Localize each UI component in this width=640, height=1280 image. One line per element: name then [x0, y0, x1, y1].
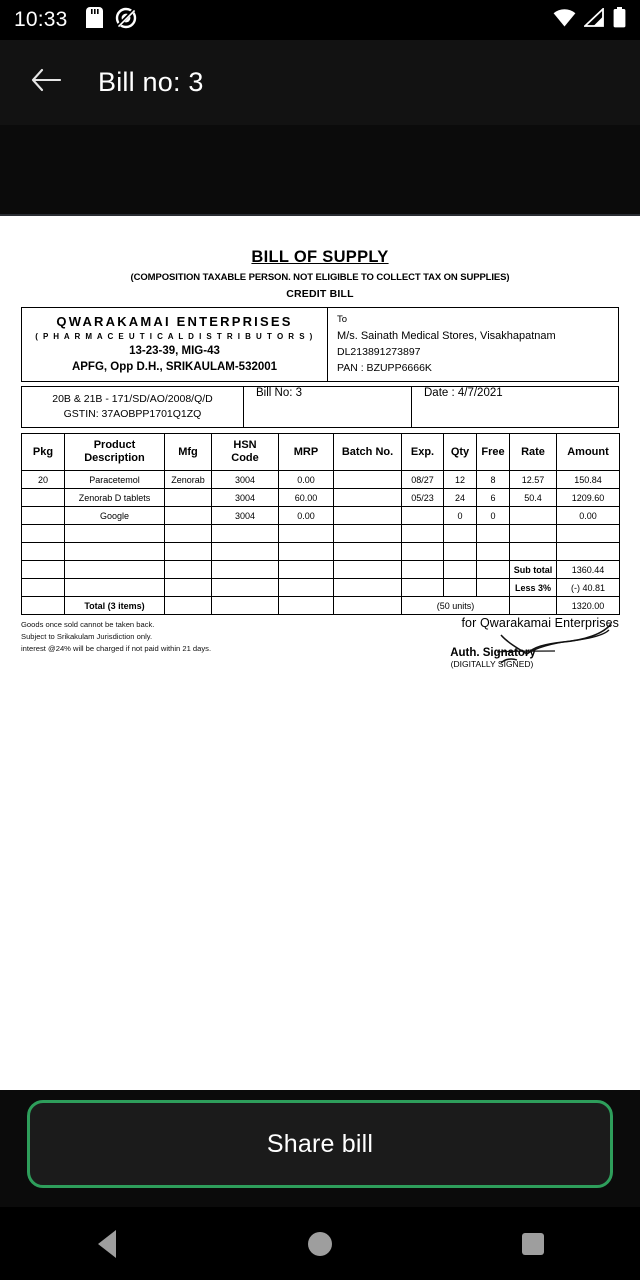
- cell-mfg: [165, 597, 212, 615]
- col-pkg: Pkg: [22, 434, 65, 471]
- col-batch-no: Batch No.: [334, 434, 402, 471]
- share-bar: [0, 1090, 640, 1207]
- col-free: Free: [477, 434, 510, 471]
- cell-qty: 0: [444, 507, 477, 525]
- bill-meta-row: [22, 387, 619, 428]
- subtotal-value: 1360.44: [557, 561, 620, 579]
- nav-back-icon: [98, 1230, 116, 1258]
- col-mrp: MRP: [279, 434, 334, 471]
- cell-hsn: 3004: [212, 471, 279, 489]
- cell-mrp: [279, 525, 334, 543]
- cell-hsn: [212, 597, 279, 615]
- cell-qty: 12: [444, 471, 477, 489]
- col-product-description: Product Description: [65, 434, 165, 471]
- cell-mfg: [165, 579, 212, 597]
- cell-mrp: 0.00: [279, 507, 334, 525]
- cell-product: [65, 561, 165, 579]
- line-items-header: [22, 434, 620, 471]
- cell-mfg: [165, 507, 212, 525]
- cell-batch: [334, 543, 402, 561]
- cell-rate: 50.4: [510, 489, 557, 507]
- bill-meta-table: [21, 386, 619, 428]
- col-rate: Rate: [510, 434, 557, 471]
- status-bar-left-icons: [86, 7, 137, 34]
- battery-icon: [613, 7, 626, 33]
- bill-date-cell: Date : 4/7/2021: [412, 387, 619, 428]
- buyer-pan: PAN : BZUPP6666K: [337, 362, 432, 374]
- app-bar: [0, 40, 640, 125]
- arrow-back-icon: [31, 67, 61, 98]
- nav-home-button[interactable]: [275, 1207, 365, 1280]
- cell-mrp: [279, 597, 334, 615]
- cell-exp: [402, 561, 444, 579]
- bill-document: [0, 216, 640, 681]
- grand-total-value: 1320.00: [557, 597, 620, 615]
- table-header-row: [22, 434, 620, 471]
- col-amount: Amount: [557, 434, 620, 471]
- bill-heading: BILL OF SUPPLY: [251, 248, 389, 266]
- cell-free: 8: [477, 471, 510, 489]
- cell-batch: [334, 507, 402, 525]
- table-row: [22, 489, 620, 507]
- cell-mfg: Zenorab: [165, 471, 212, 489]
- cell-free: 6: [477, 489, 510, 507]
- cell-pkg: [22, 507, 65, 525]
- cell-pkg: 20: [22, 471, 65, 489]
- cell-hsn: [212, 543, 279, 561]
- cell-hsn: [212, 525, 279, 543]
- parties-table: [21, 307, 619, 382]
- terms-line-1: Goods once sold cannot be taken back.: [21, 620, 155, 629]
- line-items-body: [22, 471, 620, 615]
- nav-recents-button[interactable]: [488, 1207, 578, 1280]
- licence-block: [22, 387, 244, 428]
- total-units-label: (50 units): [402, 597, 510, 615]
- wifi-icon: [553, 8, 576, 32]
- cell-rate: [510, 507, 557, 525]
- bill-composition-note: (COMPOSITION TAXABLE PERSON. NOT ELIGIBLE TO COLLECT TAX ON SUPPLIES): [130, 272, 510, 283]
- cell-mrp: [279, 579, 334, 597]
- cell-free: 0: [477, 507, 510, 525]
- bill-number-cell: Bill No: 3: [244, 387, 412, 428]
- cell-free: [477, 561, 510, 579]
- subtotal-label: Sub total: [510, 561, 557, 579]
- system-navigation-bar: [0, 1207, 640, 1280]
- cell-amount: 1209.60: [557, 489, 620, 507]
- share-bill-button[interactable]: Share bill: [27, 1100, 613, 1188]
- status-bar: [0, 0, 640, 40]
- col-mfg: Mfg: [165, 434, 212, 471]
- cell-batch: [334, 489, 402, 507]
- cell-pkg: [22, 579, 65, 597]
- bill-footer: [21, 616, 619, 681]
- cell-qty: [444, 543, 477, 561]
- bill-type-label: CREDIT BILL: [286, 288, 354, 300]
- col-qty: Qty: [444, 434, 477, 471]
- cell-free: [477, 579, 510, 597]
- signature-block: [389, 616, 619, 669]
- buyer-drug-licence: DL213891273897: [337, 346, 421, 358]
- cell-product: Paracetemol: [65, 471, 165, 489]
- discount-value: (-) 40.81: [557, 579, 620, 597]
- nav-recents-icon: [522, 1233, 544, 1255]
- sd-card-icon: [86, 7, 103, 33]
- buyer-name: M/s. Sainath Medical Stores, Visakhapatnam: [337, 330, 556, 342]
- cell-amount: 150.84: [557, 471, 620, 489]
- cell-qty: [444, 525, 477, 543]
- cell-batch: [334, 561, 402, 579]
- table-row: [22, 543, 620, 561]
- cell-product: [65, 525, 165, 543]
- line-items-table: [21, 433, 620, 615]
- cell-mrp: 60.00: [279, 489, 334, 507]
- terms-line-3: interest @24% will be charged if not paid within 21 days.: [21, 643, 212, 653]
- cell-exp: [402, 579, 444, 597]
- cell-pkg: [22, 543, 65, 561]
- col-hsn-code: HSN Code: [212, 434, 279, 471]
- table-row: [22, 525, 620, 543]
- table-row: [22, 471, 620, 489]
- seller-gstin: GSTIN: 37AOBPP1701Q1ZQ: [63, 408, 202, 420]
- cell-hsn: 3004: [212, 507, 279, 525]
- cell-pkg: [22, 561, 65, 579]
- cell-batch: [334, 579, 402, 597]
- terms-line-2: Subject to Srikakulam Jurisdiction only.: [21, 631, 153, 641]
- table-row: [22, 507, 620, 525]
- back-button[interactable]: [18, 55, 74, 111]
- seller-address-line-2: APFG, Opp D.H., SRIKAULAM-532001: [71, 361, 278, 373]
- cell-batch: [334, 597, 402, 615]
- licence-number: 20B & 21B - 171/SD/AO/2008/Q/D: [52, 393, 213, 405]
- discount-label: Less 3%: [510, 579, 557, 597]
- do-not-disturb-icon: [115, 7, 137, 34]
- cell-exp: 08/27: [402, 471, 444, 489]
- cell-amount: [557, 543, 620, 561]
- status-bar-clock: 10:33: [14, 8, 68, 31]
- total-items-label: Total (3 items): [65, 597, 165, 615]
- cell-amount: [557, 525, 620, 543]
- cell-rate: [510, 597, 557, 615]
- subtotal-row: [22, 561, 620, 579]
- cell-pkg: [22, 597, 65, 615]
- cell-product: [65, 543, 165, 561]
- app-bar-spacer: [0, 125, 640, 216]
- cell-exp: [402, 507, 444, 525]
- cell-exp: [402, 543, 444, 561]
- seller-block: [22, 308, 328, 382]
- cell-amount: 0.00: [557, 507, 620, 525]
- cell-mfg: [165, 489, 212, 507]
- cell-batch: [334, 471, 402, 489]
- cell-pkg: [22, 525, 65, 543]
- cell-mrp: 0.00: [279, 471, 334, 489]
- auth-signatory-label: Auth. Signatory: [450, 647, 536, 659]
- cell-product: Google: [65, 507, 165, 525]
- cell-hsn: [212, 561, 279, 579]
- cell-qty: [444, 579, 477, 597]
- cell-mfg: [165, 561, 212, 579]
- parties-row: [22, 308, 619, 382]
- cell-product: Zenorab D tablets: [65, 489, 165, 507]
- cell-mrp: [279, 543, 334, 561]
- cell-exp: 05/23: [402, 489, 444, 507]
- seller-business-type: ( P H A R M A C E U T I C A L D I S T R I B U T O R S ): [35, 332, 314, 341]
- signature-for-line: for Qwarakamai Enterprises: [461, 616, 619, 630]
- seller-address-line-1: 13-23-39, MIG-43: [129, 345, 220, 357]
- buyer-to-label: To: [337, 314, 348, 325]
- cell-product: [65, 579, 165, 597]
- cell-free: [477, 543, 510, 561]
- seller-name: QWARAKAMAI ENTERPRISES: [56, 314, 293, 329]
- cell-hsn: [212, 579, 279, 597]
- cell-hsn: 3004: [212, 489, 279, 507]
- discount-row: [22, 579, 620, 597]
- cellular-signal-icon: [584, 8, 605, 32]
- page-title: Bill no: 3: [98, 67, 204, 97]
- cell-mrp: [279, 561, 334, 579]
- cell-rate: [510, 525, 557, 543]
- digitally-signed-label: (DIGITALLY SIGNED): [450, 659, 534, 669]
- col-exp: Exp.: [402, 434, 444, 471]
- total-row: [22, 597, 620, 615]
- status-bar-right-icons: [553, 7, 626, 33]
- cell-exp: [402, 525, 444, 543]
- nav-back-button[interactable]: [62, 1207, 152, 1280]
- cell-qty: 24: [444, 489, 477, 507]
- cell-free: [477, 525, 510, 543]
- cell-mfg: [165, 543, 212, 561]
- bill-preview-page: [0, 216, 640, 1090]
- cell-rate: 12.57: [510, 471, 557, 489]
- buyer-block: [328, 308, 619, 382]
- cell-rate: [510, 543, 557, 561]
- cell-qty: [444, 561, 477, 579]
- cell-mfg: [165, 525, 212, 543]
- nav-home-icon: [308, 1232, 332, 1256]
- cell-batch: [334, 525, 402, 543]
- cell-pkg: [22, 489, 65, 507]
